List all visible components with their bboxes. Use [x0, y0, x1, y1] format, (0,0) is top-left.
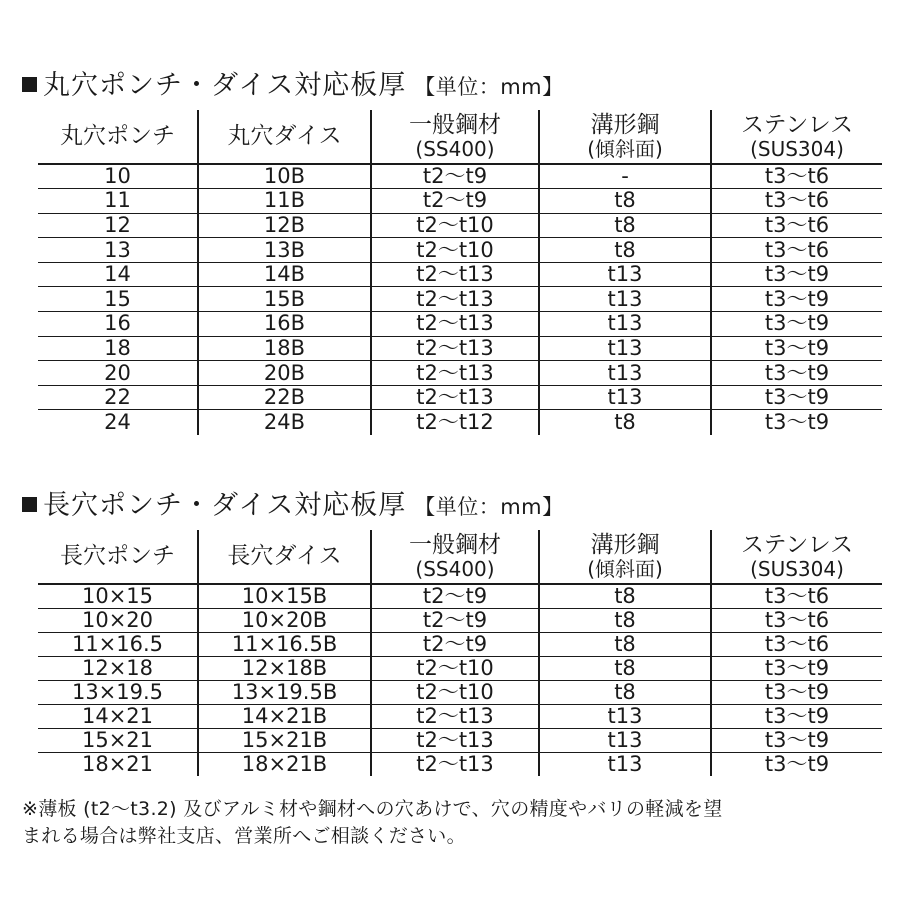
- channel-cell: t13: [539, 385, 711, 410]
- punch-cell: 24: [38, 410, 198, 435]
- footnote-line-1: ※薄板 (t2〜t3.2) 及びアルミ材や鋼材への穴あけで、穴の精度やバリの軽減を望: [22, 798, 723, 820]
- steel-cell: t2〜t13: [371, 728, 539, 752]
- footnote: [22, 796, 882, 850]
- header-stainless: [711, 110, 882, 164]
- steel-cell: t2〜t13: [371, 361, 539, 386]
- punch-cell: 11×16.5: [38, 632, 198, 656]
- header-channel-sub: (傾斜面): [587, 137, 663, 161]
- stainless-cell: t3〜t9: [711, 336, 882, 361]
- stainless-cell: t3〜t9: [711, 361, 882, 386]
- oblong-unit-label: 【単位：mm】: [414, 495, 564, 519]
- header-channel-label: 溝形鋼: [590, 532, 660, 558]
- channel-cell: t13: [539, 704, 711, 728]
- punch-cell: 14: [38, 262, 198, 287]
- footnote-line-2: まれる場合は弊社支店、営業所へご相談ください。: [22, 825, 466, 847]
- oblong-section-title: [22, 483, 564, 522]
- table-row: [38, 213, 882, 238]
- die-cell: 22B: [198, 385, 371, 410]
- stainless-cell: t3〜t6: [711, 189, 882, 214]
- channel-cell: t8: [539, 632, 711, 656]
- channel-cell: t8: [539, 213, 711, 238]
- steel-cell: t2〜t13: [371, 287, 539, 312]
- die-cell: 18×21B: [198, 752, 371, 776]
- stainless-cell: t3〜t6: [711, 632, 882, 656]
- header-channel-label: 溝形鋼: [590, 112, 660, 138]
- channel-cell: t13: [539, 262, 711, 287]
- die-cell: 11×16.5B: [198, 632, 371, 656]
- steel-cell: t2〜t10: [371, 213, 539, 238]
- die-cell: 12B: [198, 213, 371, 238]
- channel-cell: t8: [539, 680, 711, 704]
- punch-cell: 11: [38, 189, 198, 214]
- stainless-cell: t3〜t9: [711, 752, 882, 776]
- steel-cell: t2〜t13: [371, 312, 539, 337]
- punch-cell: 15: [38, 287, 198, 312]
- channel-cell: t8: [539, 608, 711, 632]
- table-header-row: [38, 110, 882, 164]
- table-row: [38, 287, 882, 312]
- die-cell: 14B: [198, 262, 371, 287]
- die-cell: 24B: [198, 410, 371, 435]
- square-bullet-icon: [22, 497, 37, 512]
- steel-cell: t2〜t13: [371, 262, 539, 287]
- header-channel: [539, 110, 711, 164]
- header-punch: 長穴ポンチ: [38, 530, 198, 584]
- header-channel: [539, 530, 711, 584]
- stainless-cell: t3〜t6: [711, 584, 882, 608]
- die-cell: 16B: [198, 312, 371, 337]
- die-cell: 13×19.5B: [198, 680, 371, 704]
- die-cell: 12×18B: [198, 656, 371, 680]
- channel-cell: t13: [539, 336, 711, 361]
- round-title-text: 丸穴ポンチ・ダイス対応板厚: [43, 70, 407, 101]
- header-steel: [371, 110, 539, 164]
- table-row: [38, 336, 882, 361]
- round-unit-label: 【単位：mm】: [414, 75, 564, 99]
- die-cell: 20B: [198, 361, 371, 386]
- table-row: [38, 385, 882, 410]
- punch-cell: 14×21: [38, 704, 198, 728]
- steel-cell: t2〜t9: [371, 632, 539, 656]
- steel-cell: t2〜t10: [371, 656, 539, 680]
- table-row: [38, 752, 882, 776]
- round-table-body: [38, 164, 882, 435]
- stainless-cell: t3〜t9: [711, 704, 882, 728]
- oblong-title-text: 長穴ポンチ・ダイス対応板厚: [43, 490, 407, 521]
- die-cell: 15×21B: [198, 728, 371, 752]
- channel-cell: t8: [539, 410, 711, 435]
- header-stainless-label: ステンレス: [740, 112, 854, 138]
- table-row: [38, 584, 882, 608]
- punch-cell: 13: [38, 238, 198, 263]
- table-row: [38, 312, 882, 337]
- header-steel-sub: (SS400): [415, 557, 495, 581]
- die-cell: 10×20B: [198, 608, 371, 632]
- channel-cell: t13: [539, 287, 711, 312]
- punch-cell: 10×15: [81, 583, 154, 608]
- punch-cell: 10: [104, 164, 131, 189]
- steel-cell: t2〜t13: [371, 385, 539, 410]
- table-row: [38, 262, 882, 287]
- table-row: [38, 410, 882, 435]
- punch-cell: 10×20: [38, 608, 198, 632]
- punch-cell: 16: [38, 312, 198, 337]
- punch-cell: 13×19.5: [38, 680, 198, 704]
- stainless-cell: t3〜t6: [711, 213, 882, 238]
- steel-cell: t2〜t9: [371, 189, 539, 214]
- table-row: [38, 704, 882, 728]
- header-stainless-sub: (SUS304): [750, 557, 844, 581]
- stainless-cell: t3〜t9: [711, 680, 882, 704]
- channel-cell: t8: [539, 189, 711, 214]
- channel-cell: t8: [539, 656, 711, 680]
- channel-cell: t8: [539, 238, 711, 263]
- stainless-cell: t3〜t9: [711, 312, 882, 337]
- steel-cell: t2〜t10: [371, 680, 539, 704]
- table-row: [38, 608, 882, 632]
- header-steel-label: 一般鋼材: [409, 532, 501, 558]
- table-header-row: [38, 530, 882, 584]
- header-steel-sub: (SS400): [415, 137, 495, 161]
- steel-cell: t2〜t13: [371, 336, 539, 361]
- header-die: 丸穴ダイス: [198, 110, 371, 164]
- stainless-cell: t3〜t6: [711, 608, 882, 632]
- steel-cell: t2〜t12: [371, 410, 539, 435]
- channel-cell: t13: [539, 728, 711, 752]
- steel-cell: t2〜t13: [371, 704, 539, 728]
- steel-cell: t2〜t9: [371, 164, 539, 189]
- die-cell: 14×21B: [198, 704, 371, 728]
- stainless-cell: t3〜t9: [711, 262, 882, 287]
- channel-cell: t13: [539, 312, 711, 337]
- round-spec-table: [38, 110, 882, 435]
- die-cell: 13B: [198, 238, 371, 263]
- stainless-cell: t3〜t6: [711, 238, 882, 263]
- channel-cell: t13: [539, 361, 711, 386]
- die-cell: 11B: [198, 189, 371, 214]
- header-stainless-label: ステンレス: [740, 532, 854, 558]
- header-stainless-sub: (SUS304): [750, 137, 844, 161]
- header-steel-label: 一般鋼材: [409, 112, 501, 138]
- channel-cell: t13: [539, 752, 711, 776]
- die-cell: 10B: [198, 164, 371, 189]
- table-row: [38, 632, 882, 656]
- table-row: [38, 361, 882, 386]
- header-punch: 丸穴ポンチ: [38, 110, 198, 164]
- header-steel: [371, 530, 539, 584]
- punch-cell: 22: [38, 385, 198, 410]
- square-bullet-icon: [22, 77, 37, 92]
- stainless-cell: t3〜t9: [711, 385, 882, 410]
- table-row: [38, 680, 882, 704]
- channel-cell: t8: [539, 584, 711, 608]
- oblong-spec-table: [38, 530, 882, 776]
- header-die: 長穴ダイス: [198, 530, 371, 584]
- punch-cell: 12: [38, 213, 198, 238]
- punch-cell: 18×21: [38, 752, 198, 776]
- table-row: [38, 164, 882, 189]
- steel-cell: t2〜t10: [371, 238, 539, 263]
- stainless-cell: t3〜t9: [711, 728, 882, 752]
- stainless-cell: t3〜t9: [711, 410, 882, 435]
- table-row: [38, 189, 882, 214]
- punch-cell: 15×21: [38, 728, 198, 752]
- die-cell: 10×15B: [198, 584, 371, 608]
- punch-cell: 18: [38, 336, 198, 361]
- stainless-cell: t3〜t9: [711, 287, 882, 312]
- stainless-cell: t3〜t6: [711, 164, 882, 189]
- die-cell: 15B: [198, 287, 371, 312]
- punch-cell: 12×18: [38, 656, 198, 680]
- table-row: [38, 728, 882, 752]
- stainless-cell: t3〜t9: [711, 656, 882, 680]
- table-row: [38, 656, 882, 680]
- steel-cell: t2〜t13: [371, 752, 539, 776]
- header-channel-sub: (傾斜面): [587, 557, 663, 581]
- table-row: [38, 238, 882, 263]
- round-section-title: [22, 63, 564, 102]
- header-stainless: [711, 530, 882, 584]
- die-cell: 18B: [198, 336, 371, 361]
- oblong-table-body: [38, 584, 882, 776]
- steel-cell: t2〜t9: [371, 584, 539, 608]
- punch-cell: 20: [38, 361, 198, 386]
- steel-cell: t2〜t9: [371, 608, 539, 632]
- channel-cell: -: [539, 164, 711, 189]
